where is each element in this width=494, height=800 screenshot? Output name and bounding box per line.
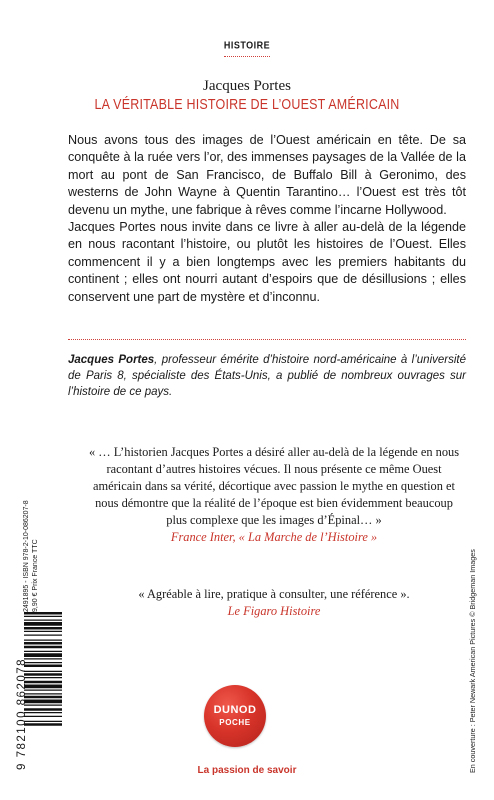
barcode-bar xyxy=(24,653,62,657)
book-blurb xyxy=(68,132,466,306)
barcode-bar xyxy=(24,700,62,704)
book-title: LA VÉRITABLE HISTOIRE DE L’OUEST AMÉRICAIN xyxy=(94,95,400,113)
barcode-bar xyxy=(24,708,62,711)
quote-source: France Inter, « La Marche de l’Histoire » xyxy=(170,530,378,544)
category-label: HISTOIRE xyxy=(223,39,271,51)
author-name: Jacques Portes xyxy=(203,78,291,94)
author-bio xyxy=(68,352,466,400)
isbn-info xyxy=(22,500,40,612)
barcode-bar xyxy=(24,671,62,672)
bio-text: , professeur émérite d’histoire nord-américaine à l’université de Paris 8, spécialiste des États-Unis, a publié de nombreux ouvrages sur l’histoire de ce pays. xyxy=(68,354,466,398)
barcode-bar xyxy=(24,685,62,689)
press-quote xyxy=(84,444,464,546)
bio-author-name: Jacques Portes xyxy=(68,354,155,366)
publisher-tagline: La passion de savoir xyxy=(197,765,297,776)
barcode-bar xyxy=(24,705,62,706)
barcode-bar xyxy=(24,612,62,615)
barcode-bar xyxy=(24,635,62,636)
barcode-bar xyxy=(24,620,62,621)
barcode-bar xyxy=(24,651,62,652)
barcode-bar xyxy=(24,658,62,659)
barcode-bar xyxy=(24,677,62,678)
barcode-bar xyxy=(24,693,62,694)
barcode-bar xyxy=(24,642,62,645)
barcode-bar xyxy=(24,673,62,676)
logo-name: DUNOD xyxy=(213,704,257,716)
barcode-bar xyxy=(24,631,62,632)
barcode-bar xyxy=(24,662,62,663)
publisher-logo xyxy=(204,685,266,747)
cover-credits: En couverture : Peter Newark American Pictures © Bridgeman Images xyxy=(468,549,477,773)
barcode-bar xyxy=(24,616,62,617)
blurb-paragraph: Nous avons tous des images de l’Ouest américain en tête. De sa conquête à la ruée vers l’or, des immenses paysages de la Vallée de la mort au pont de San Francisco, de Buffalo Bill à Geronimo, des westerns de John Wayne à Quentin Tarantino… l’Ouest est très tôt devenu un mythe, une fabrique à rêves comme l’incarne Hollywood. xyxy=(68,133,466,217)
barcode-digits: 9 782100 862078 xyxy=(16,657,28,770)
barcode-bar xyxy=(24,627,62,630)
quote-text: « Agréable à lire, pratique à consulter, une référence ». xyxy=(138,587,410,601)
quote-text: « … L’historien Jacques Portes a désiré aller au-delà de la légende en nous racontant d’autres histoires vécues. Il nous présente ce même Ouest américain dans sa vérité, décortique avec passion le mythe en question et nous démontre que la réalité de l’époque est bien évidemment beaucoup plus complexe que les images d’Épinal… » xyxy=(88,445,460,527)
blurb-paragraph: Jacques Portes nous invite dans ce livre à aller au-delà de la légende en nous racontant l’histoire, ou plutôt les histoires de l’Ouest. Elles commencent il y a bien longtemps avec les premiers habitants du continent ; elles ont nourri autant d’espoirs que de désillusions ; elles conservent une part de mystère et d’inconnu. xyxy=(68,220,466,304)
barcode-bar xyxy=(24,646,62,649)
barcode-bar xyxy=(24,696,62,699)
press-quote xyxy=(84,586,464,620)
barcode-bar xyxy=(24,723,62,726)
barcode-bar xyxy=(24,721,62,722)
isbn-line: 2491895 - ISBN 978-2-10-086207-8 xyxy=(23,500,30,612)
price-line: 9,90 € Prix France TTC xyxy=(32,539,39,612)
barcode-bar xyxy=(24,681,62,684)
barcode-bar xyxy=(24,690,62,691)
quote-source: Le Figaro Histoire xyxy=(227,604,321,618)
logo-subtitle: POCHE xyxy=(219,718,251,727)
section-divider xyxy=(68,339,466,340)
barcode-bar xyxy=(24,622,62,626)
barcode-bar xyxy=(24,712,62,713)
category-divider xyxy=(224,56,270,57)
barcode-bar xyxy=(24,716,62,717)
barcode-bar xyxy=(24,665,62,668)
barcode-bar xyxy=(24,640,62,641)
